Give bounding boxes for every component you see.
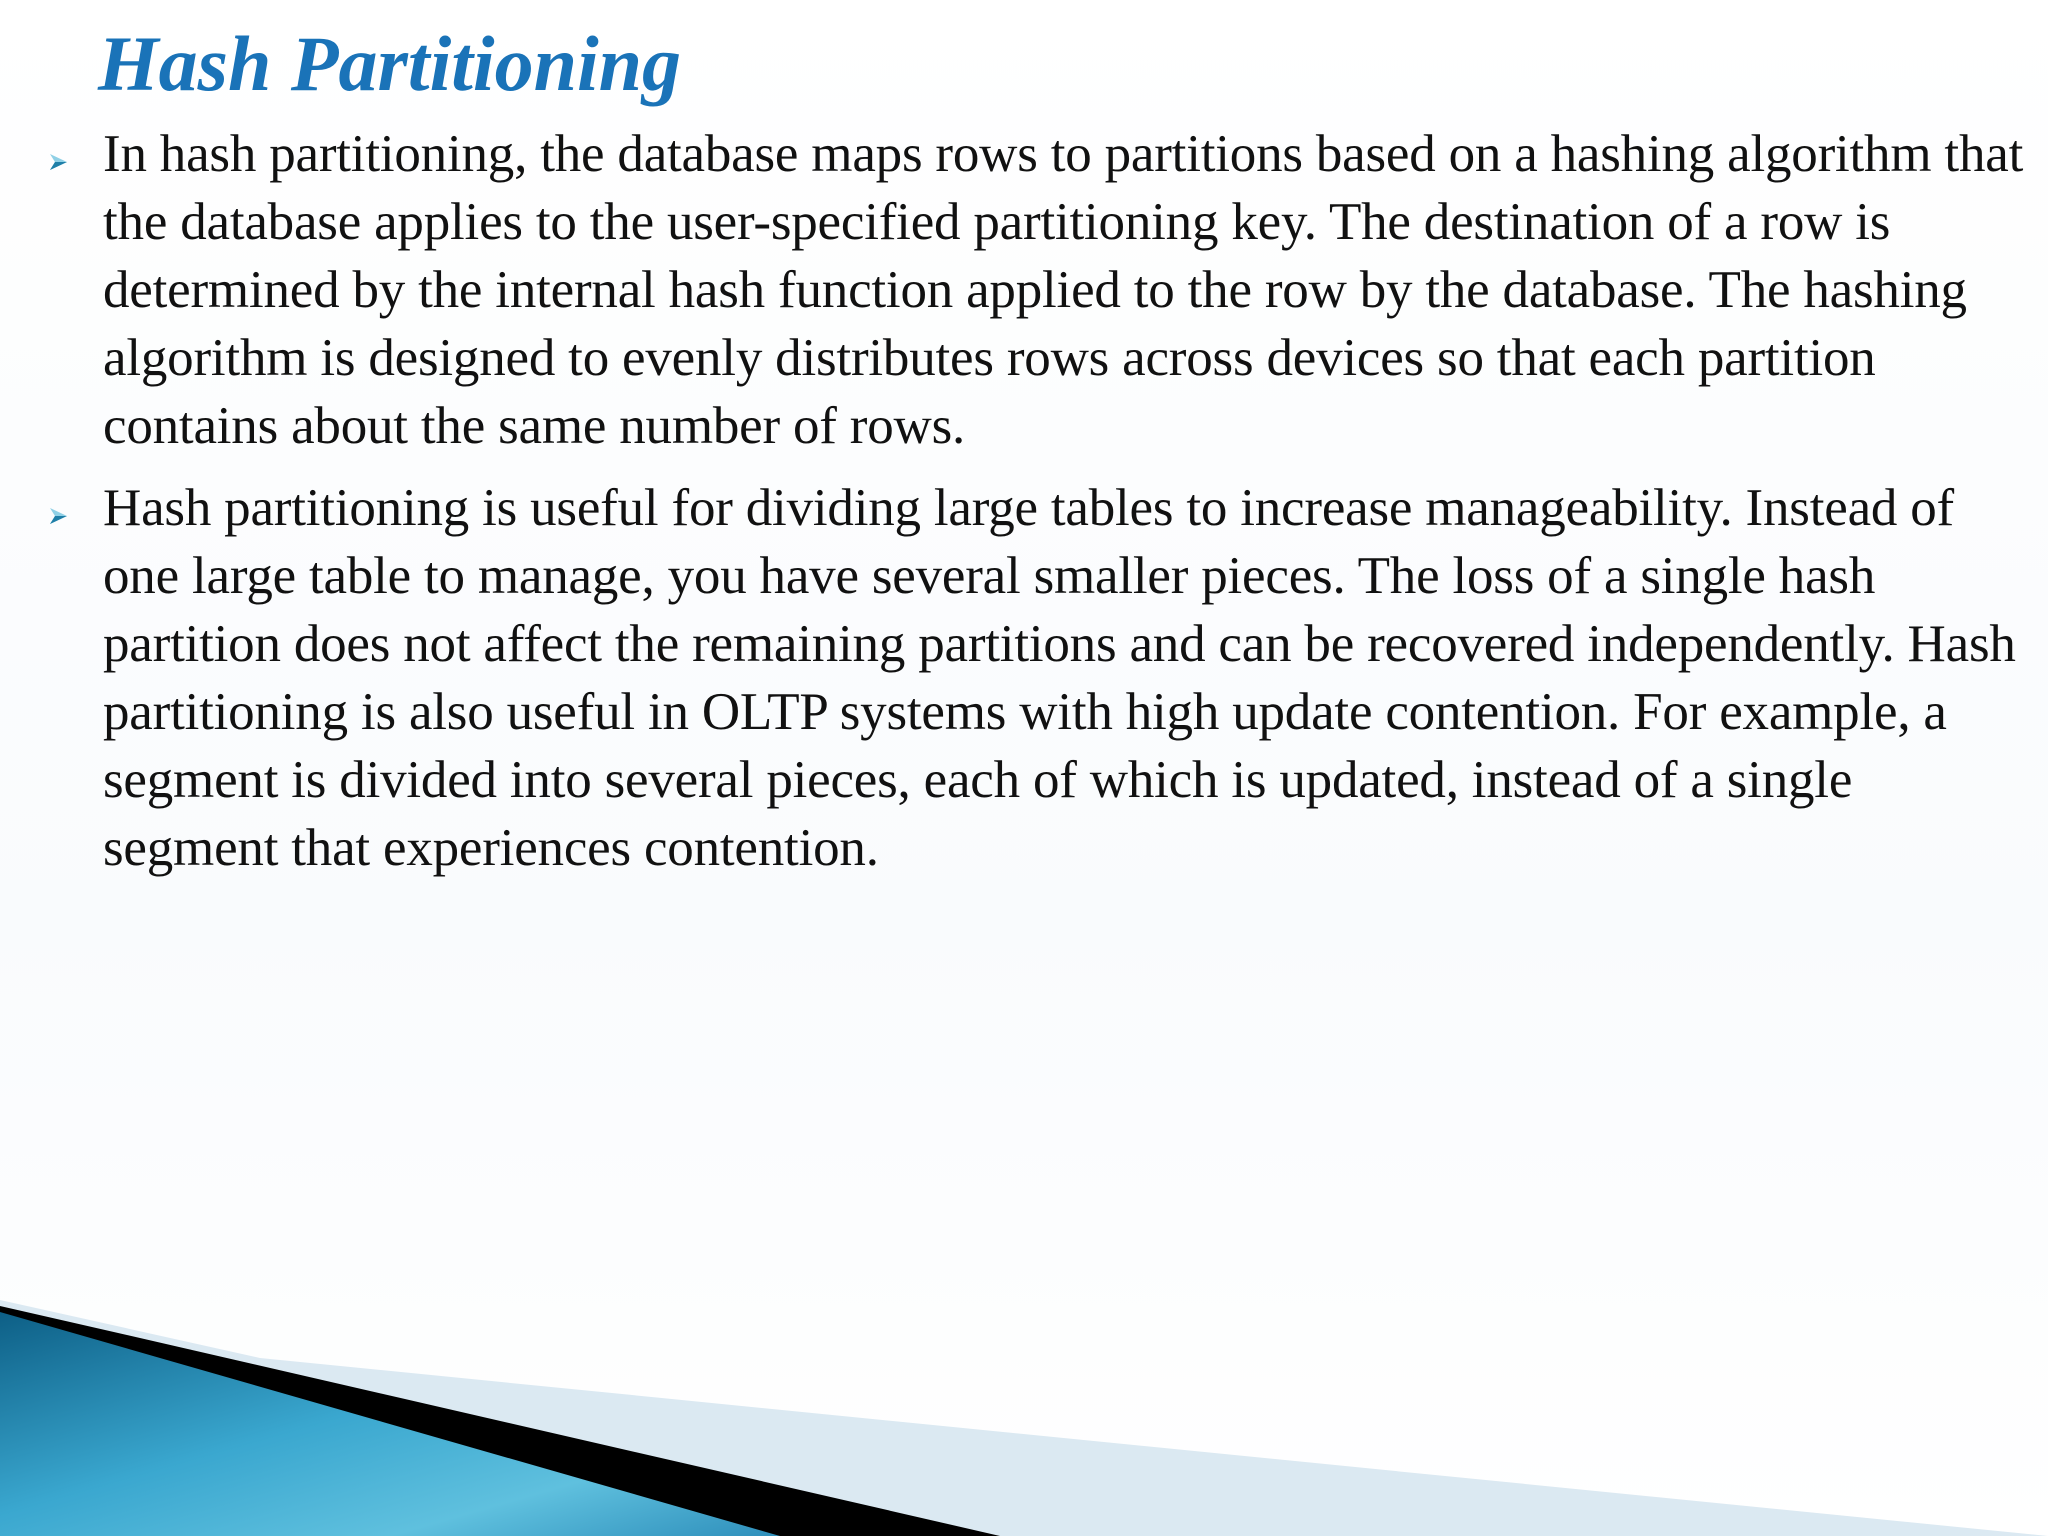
bullet-item	[40, 474, 2030, 882]
bullet-text: In hash partitioning, the database maps rows to partitions based on a hashing algorithm that the database applies to the user-specified partitioning key. The destination of a row is determined by the internal hash function applied to the row by the database. The hashing algorithm is designed to evenly distributes rows across devices so that each partition contains about the same number of rows.	[103, 125, 2024, 455]
bullet-item	[40, 120, 2030, 460]
arrowhead-bullet-icon	[50, 507, 68, 525]
slide-title: Hash Partitioning	[98, 20, 682, 107]
footer-wave-decoration	[0, 1280, 2048, 1536]
bullet-text: Hash partitioning is useful for dividing large tables to increase manageability. Instead of one large table to manage, you have several smaller pieces. The loss of a single hash partition does not affect the remaining partitions and can be recovered independently. Hash partitioning is also useful in OLTP systems with high update contention. For example, a segment is divided into several pieces, each of which is updated, instead of a single segment that experiences contention.	[103, 479, 2016, 877]
arrowhead-bullet-icon	[50, 153, 68, 171]
bullet-list	[40, 120, 2030, 896]
